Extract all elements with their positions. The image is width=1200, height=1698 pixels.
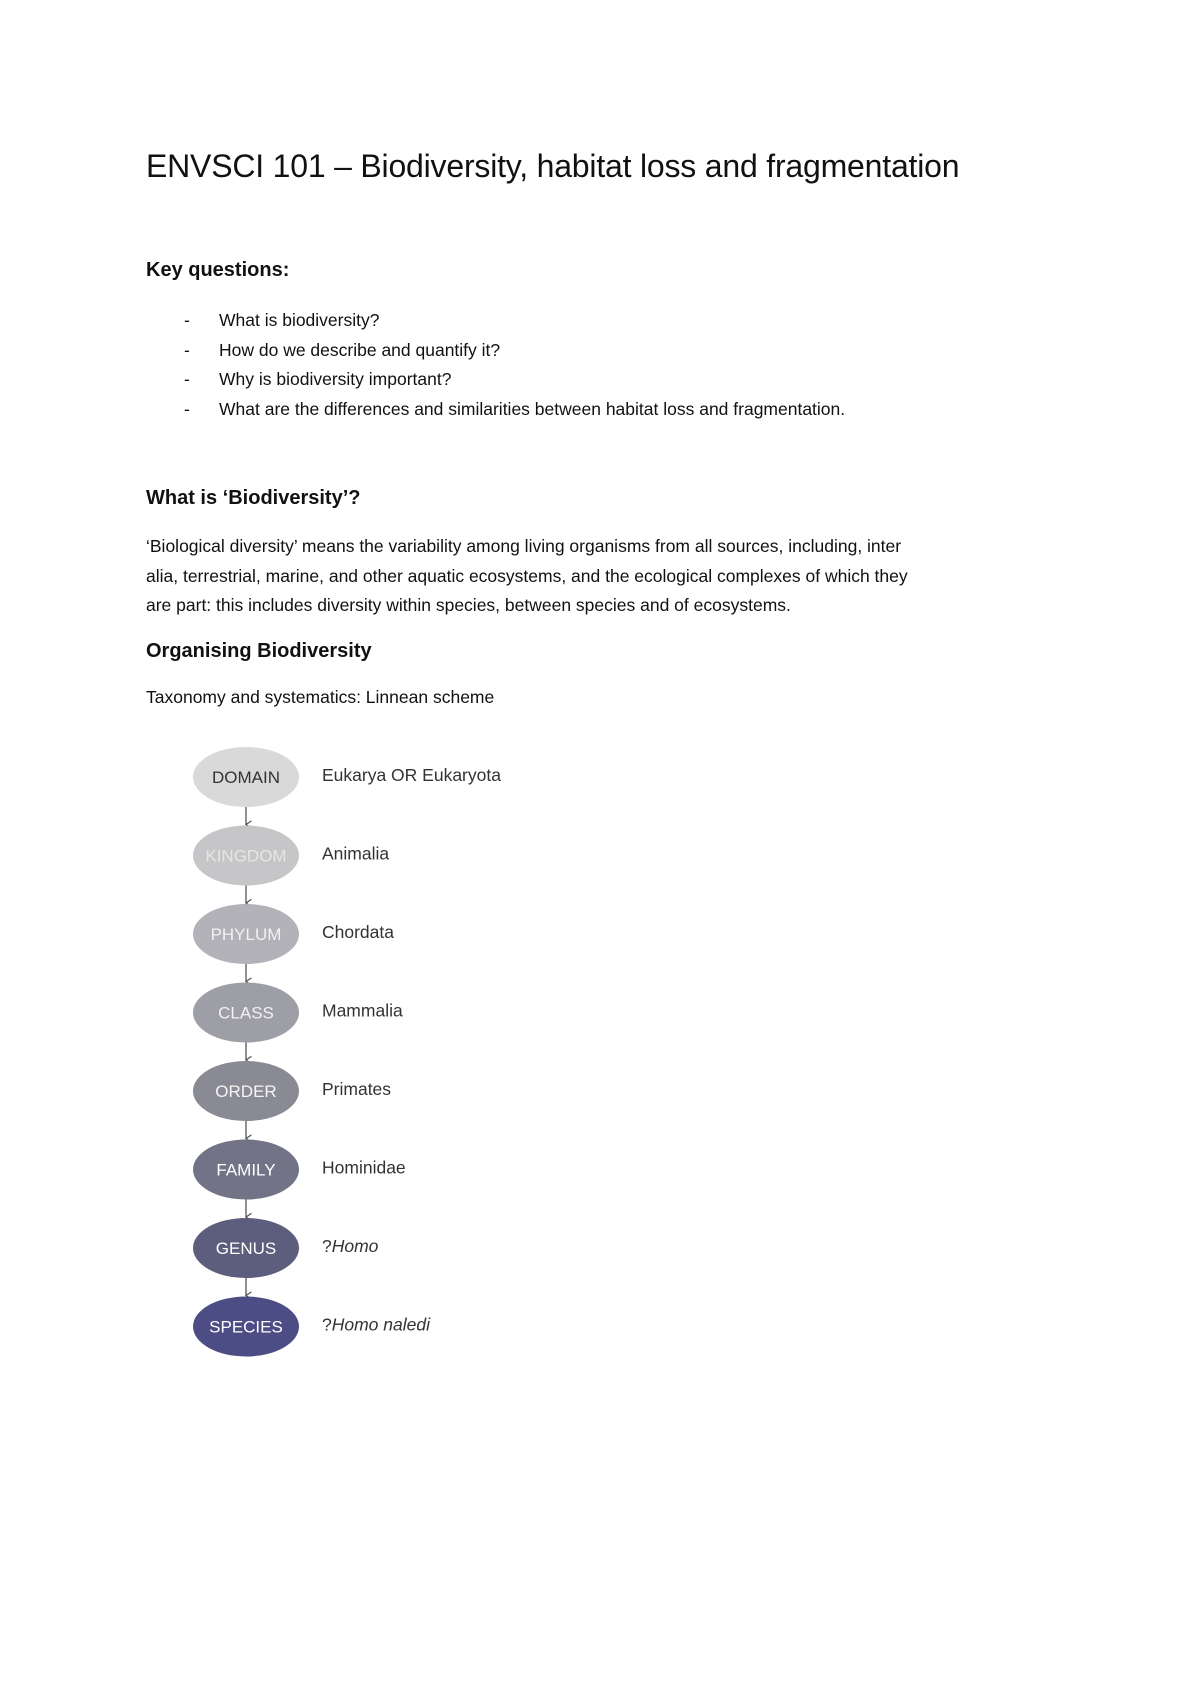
question-text: What are the differences and similarities between habitat loss and fragmentation. bbox=[219, 398, 846, 419]
species-taxon-label bbox=[322, 1315, 431, 1335]
hierarchy-svg bbox=[180, 742, 600, 1364]
kingdom-taxon-label bbox=[322, 844, 389, 864]
list-item bbox=[146, 365, 845, 395]
bullet-dash: - bbox=[184, 369, 190, 389]
domain-rank-label: DOMAIN bbox=[212, 768, 280, 787]
taxonomy-level-genus bbox=[193, 1218, 379, 1278]
class-taxon-label bbox=[322, 1001, 403, 1021]
class-rank-label: CLASS bbox=[218, 1003, 274, 1023]
domain-taxon-label bbox=[322, 765, 501, 785]
taxon-name: Homo bbox=[331, 1236, 379, 1256]
list-item bbox=[146, 336, 845, 366]
taxon-name: Mammalia bbox=[322, 1000, 403, 1021]
family-taxon-label bbox=[322, 1158, 406, 1178]
linnean-hierarchy-diagram bbox=[180, 742, 600, 1364]
biodiversity-definition bbox=[146, 532, 1046, 621]
question-text: What is biodiversity? bbox=[219, 310, 380, 330]
definition-line: are part: this includes diversity within species, between species and of ecosystems. bbox=[146, 595, 791, 615]
uncertain-prefix: ? bbox=[322, 1236, 332, 1256]
bullet-dash: - bbox=[184, 339, 190, 360]
taxonomy-level-order bbox=[193, 1061, 391, 1121]
phylum-taxon-label bbox=[322, 922, 394, 942]
uncertain-prefix: ? bbox=[322, 1314, 332, 1335]
taxon-name: Animalia bbox=[322, 843, 390, 864]
bullet-dash: - bbox=[184, 398, 190, 419]
taxon-name: Chordata bbox=[322, 922, 394, 942]
genus-rank-label: GENUS bbox=[215, 1239, 277, 1258]
question-text: Why is biodiversity important? bbox=[219, 369, 452, 389]
definition-line: alia, terrestrial, marine, and other aquatic ecosystems, and the ecological complexes of which they bbox=[146, 565, 908, 586]
genus-taxon-label bbox=[322, 1236, 379, 1256]
taxon-name: Eukarya OR Eukaryota bbox=[322, 765, 501, 785]
taxonomy-level-species bbox=[193, 1297, 431, 1357]
species-rank-label: SPECIES bbox=[209, 1317, 283, 1337]
taxon-name: Homo naledi bbox=[331, 1314, 430, 1335]
taxon-name: Hominidae bbox=[322, 1157, 406, 1178]
organising-biodiversity-heading: Organising Biodiversity bbox=[146, 640, 372, 662]
phylum-rank-label: PHYLUM bbox=[210, 925, 282, 944]
order-taxon-label bbox=[322, 1079, 391, 1099]
taxonomy-level-family bbox=[193, 1140, 406, 1200]
linnean-scheme-caption: Taxonomy and systematics: Linnean scheme bbox=[146, 687, 495, 707]
taxonomy-level-phylum bbox=[193, 904, 394, 964]
definition-line: ‘Biological diversity’ means the variability among living organisms from all sources, including, inter bbox=[146, 536, 902, 556]
key-questions-list bbox=[146, 306, 845, 424]
kingdom-rank-label: KINGDOM bbox=[205, 846, 287, 866]
taxonomy-level-domain bbox=[193, 747, 501, 807]
taxon-name: Primates bbox=[322, 1079, 392, 1099]
list-item bbox=[146, 306, 845, 336]
taxonomy-level-class bbox=[193, 983, 403, 1043]
taxonomy-level-kingdom bbox=[193, 826, 389, 886]
document-title: ENVSCI 101 – Biodiversity, habitat loss and fragmentation bbox=[146, 148, 960, 184]
bullet-dash: - bbox=[184, 310, 190, 330]
question-text: How do we describe and quantify it? bbox=[219, 339, 501, 360]
order-rank-label: ORDER bbox=[215, 1082, 277, 1101]
key-questions-heading: Key questions: bbox=[146, 259, 290, 281]
list-item bbox=[146, 395, 845, 425]
what-is-biodiversity-heading: What is ‘Biodiversity’? bbox=[146, 487, 361, 509]
family-rank-label: FAMILY bbox=[216, 1160, 276, 1180]
